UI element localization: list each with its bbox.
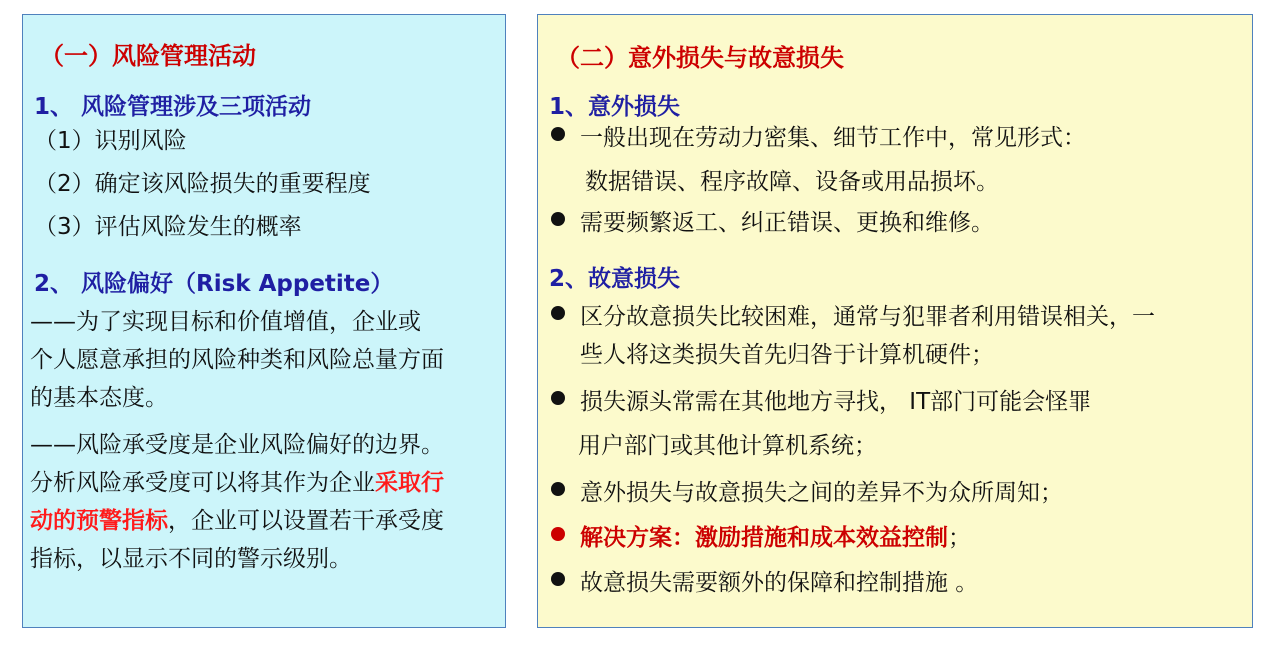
list-item: （1）识别风险 (34, 128, 187, 154)
bullet-icon (551, 212, 565, 226)
bullet-icon (551, 391, 565, 405)
right-section-title: （二）意外损失与故意损失 (556, 44, 844, 72)
left-subheading-2: 2、 风险偏好（Risk Appetite） (34, 271, 394, 297)
paragraph-line: 的基本态度。 (30, 385, 168, 411)
paragraph-line: 指标，以显示不同的警示级别。 (30, 546, 352, 572)
bullet-text-suffix: ； (948, 525, 971, 551)
bullet-icon (551, 482, 565, 496)
bullet-text: 些人将这类损失首先归咎于计算机硬件； (580, 342, 994, 368)
bullet-text: 用户部门或其他计算机系统； (578, 433, 877, 459)
paragraph-text: ，企业可以设置若干承受度 (168, 508, 444, 534)
paragraph-line: ——为了实现目标和价值增值，企业或 (30, 309, 421, 335)
right-subheading-2: 2、故意损失 (549, 266, 681, 292)
list-item: （3）评估风险发生的概率 (34, 214, 302, 240)
paragraph-line: ——风险承受度是企业风险偏好的边界。 (30, 432, 444, 458)
bullet-text: 故意损失需要额外的保障和控制措施 。 (580, 570, 979, 596)
paragraph-line (30, 464, 444, 497)
bullet-text: 数据错误、程序故障、设备或用品损坏。 (585, 169, 999, 195)
paragraph-line: 个人愿意承担的风险种类和风险总量方面 (30, 347, 444, 373)
bullet-icon (551, 527, 565, 541)
bullet-text (580, 519, 971, 552)
highlight-text: 采取行 (375, 470, 444, 496)
bullet-text: 需要频繁返工、纠正错误、更换和维修。 (580, 210, 994, 236)
paragraph-line (30, 502, 444, 535)
list-item: （2）确定该风险损失的重要程度 (34, 171, 371, 197)
bullet-text: 损失源头常需在其他地方寻找， IT部门可能会怪罪 (580, 389, 1092, 415)
bullet-text: 一般出现在劳动力密集、细节工作中，常见形式： (580, 125, 1086, 151)
bullet-text: 区分故意损失比较困难，通常与犯罪者利用错误相关，一 (580, 304, 1155, 330)
paragraph-text: 分析风险承受度可以将其作为企业 (30, 470, 375, 496)
bullet-icon (551, 306, 565, 320)
bullet-icon (551, 127, 565, 141)
highlight-text: 动的预警指标 (30, 508, 168, 534)
bullet-text: 意外损失与故意损失之间的差异不为众所周知； (580, 480, 1063, 506)
left-subheading-1: 1、 风险管理涉及三项活动 (34, 94, 312, 120)
bullet-icon (551, 572, 565, 586)
solution-highlight: 解决方案：激励措施和成本效益控制 (580, 525, 948, 551)
right-subheading-1: 1、意外损失 (549, 94, 681, 120)
left-section-title: （一）风险管理活动 (40, 42, 256, 70)
